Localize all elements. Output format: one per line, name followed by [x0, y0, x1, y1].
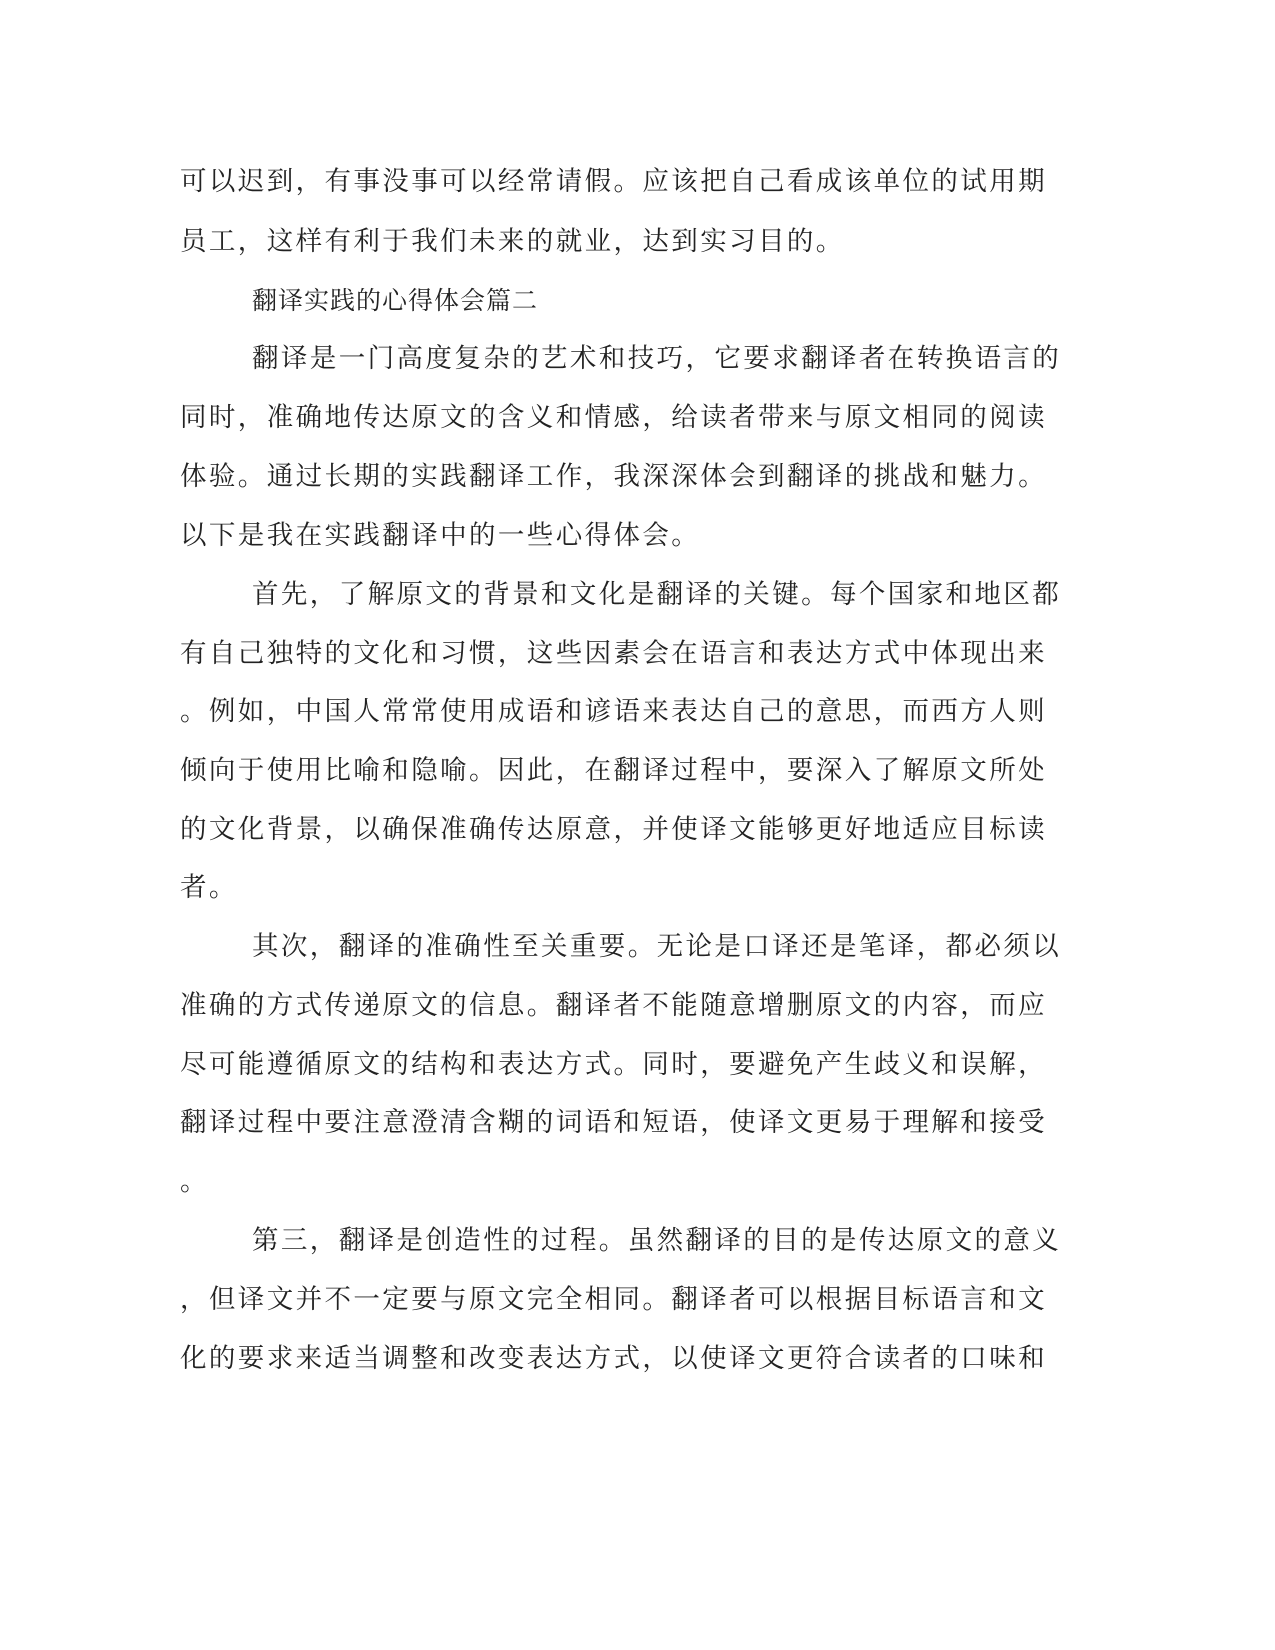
- text-line: 者。: [180, 872, 238, 903]
- text-line: 第三，翻译是创造性的过程。虽然翻译的目的是传达原文的意义: [252, 1225, 1062, 1256]
- text-line: 尽可能遵循原文的结构和表达方式。同时，要避免产生歧义和误解，: [180, 1049, 1047, 1080]
- text-line: 翻译过程中要注意澄清含糊的词语和短语，使译文更易于理解和接受: [180, 1107, 1047, 1138]
- text-line: 其次，翻译的准确性至关重要。无论是口译还是笔译，都必须以: [252, 931, 1062, 962]
- text-line: 有自己独特的文化和习惯，这些因素会在语言和表达方式中体现出来: [180, 638, 1047, 669]
- text-line: 准确的方式传递原文的信息。翻译者不能随意增删原文的内容，而应: [180, 990, 1047, 1021]
- text-line: 的文化背景，以确保准确传达原意，并使译文能够更好地适应目标读: [180, 814, 1047, 845]
- section-heading: 翻译实践的心得体会篇二: [252, 286, 539, 315]
- text-line: 可以迟到，有事没事可以经常请假。应该把自己看成该单位的试用期: [180, 166, 1047, 197]
- text-line: 。例如，中国人常常使用成语和谚语来表达自己的意思，而西方人则: [180, 696, 1047, 727]
- text-line: 同时，准确地传达原文的含义和情感，给读者带来与原文相同的阅读: [180, 402, 1047, 433]
- text-line: 翻译是一门高度复杂的艺术和技巧，它要求翻译者在转换语言的: [252, 343, 1062, 374]
- text-line: 化的要求来适当调整和改变表达方式，以使译文更符合读者的口味和: [180, 1343, 1047, 1374]
- text-line: ，但译文并不一定要与原文完全相同。翻译者可以根据目标语言和文: [180, 1284, 1047, 1315]
- text-line: 以下是我在实践翻译中的一些心得体会。: [180, 520, 701, 551]
- text-line: 体验。通过长期的实践翻译工作，我深深体会到翻译的挑战和魅力。: [180, 461, 1047, 492]
- text-line: 倾向于使用比喻和隐喻。因此，在翻译过程中，要深入了解原文所处: [180, 755, 1047, 786]
- text-line: 首先，了解原文的背景和文化是翻译的关键。每个国家和地区都: [252, 579, 1062, 610]
- text-line: 员工，这样有利于我们未来的就业，达到实习目的。: [180, 226, 845, 257]
- text-line: 。: [180, 1166, 209, 1197]
